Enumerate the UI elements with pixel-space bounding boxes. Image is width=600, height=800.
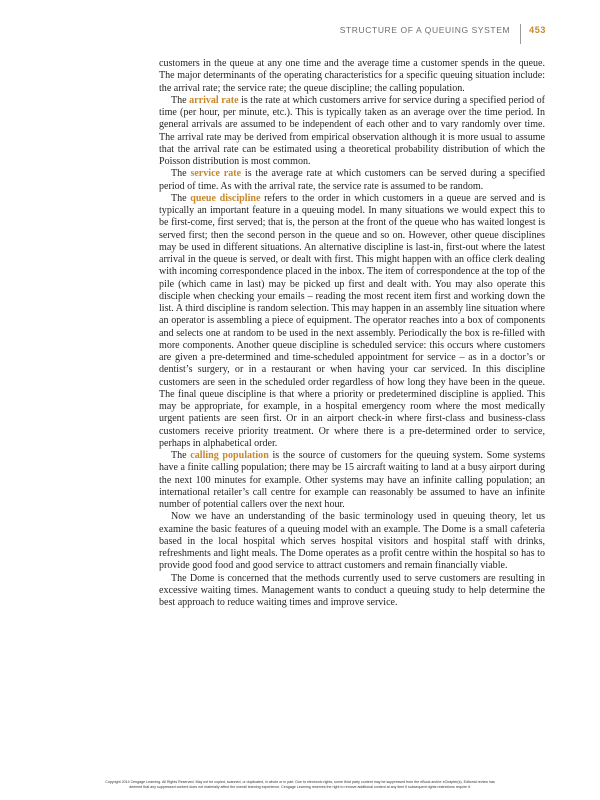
term-service-rate: service rate — [190, 168, 242, 180]
copyright-line-1: Copyright 2014 Cengage Learning. All Rights Reserved. May not be copied, scanned, or duplicated, in whole or in part. Due to electronic rights, some third party content may be suppressed from the eBook and/or eChapter(s). Editorial review has — [105, 780, 495, 784]
section-title: STRUCTURE OF A QUEUING SYSTEM — [339, 25, 511, 35]
paragraph-example-intro: Now we have an understanding of the basic terminology used in queuing theory, let us examine the basic features of a queuing model with an example. The Dome is a small cafeteria based in the local hospital which serves hospital visitors and hospital staff with drinks, refreshments and light meals. The Dome operates as a profit centre within the hospital so has to provide good food and good service to attract customers and remain financially viable. — [159, 511, 545, 572]
copyright-footer — [20, 780, 580, 791]
term-calling-population: calling population — [190, 450, 269, 461]
paragraph-continued: customers in the queue at any one time and the average time a customer spends in the queue. The major determinants of the operating characteristics for a specific queuing situation include: the arrival rate; the service rate; the queue discipline; the calling population. — [159, 58, 545, 94]
paragraph-arrival-rate: The arrival rate is the rate at which customers arrive for service during a specified period of time (per hour, per minute, etc.). This is typically taken as an average over the time period. In general arrivals are assumed to be independent of each other and to vary randomly over time. The arrival rate may be derived from empirical observation although it is more usual to assume that the arrival rate can be estimated using a theoretical probability distribution of which the Poisson distribution is most common. — [159, 94, 546, 167]
body-text — [159, 58, 545, 609]
paragraph-queue-discipline: The queue discipline refers to the order in which customers in a queue are served and is typically an important feature in a queuing model. In many situations we would expect this to be first-come, first served; that is, the person at the front of the queue who has waited longest is served first; then the second person in the queue and so on. However, other queue disciplines may be used in different situations. An alternative discipline is last-in, first-out where the latest arrival in the queue is served, or dealt with first. This might happen with an office clerk dealing with incoming correspondence placed in the inbox. The item of correspondence at the top of the pile (which came in last) may be picked up first and dealt with. You may also operate this disciple when checking your emails – reading the most recent item first and working down the list. A third discipline is random selection. This may happen in an assembly line situation where an operator is assembling a piece of equipment. The operator reaches into a box of components and selects one at random to be used in the next assembly. Periodically the box is re-filled with more components. Another queue discipline is scheduled service: this occurs where customers are given a pre-determined and time-scheduled appointment for service – as in a doctor’s or dentist’s surgery, or in a restaurant or when having your car serviced. In this discipline customers are seen in the scheduled order regardless of how long they have been in the queue. The final queue discipline is that where a priority or predetermined discipline is applied. This may be appropriate, for example, in a hospital emergency room where the most medically urgent patients are seen first. Or in an airport check-in where first-class and business-class customers receive priority treatment. Or where there is a pre-determined order to service, perhaps in alphabetical order. — [159, 192, 545, 449]
running-head — [340, 20, 546, 40]
page-number: 453 — [529, 25, 546, 35]
term-arrival-rate: arrival rate — [189, 94, 239, 106]
header-divider — [520, 24, 521, 44]
paragraph-calling-population: The calling population is the source of customers for the queuing system. Some systems have a finite calling population; there may be 15 aircraft waiting to land at a busy airport during the next 100 minutes for example. Other systems may have an infinite calling population; an international retailer’s call centre for example can reasonably be assumed to have an infinite number of potential callers over the next hour. — [159, 450, 545, 510]
term-queue-discipline: queue discipline — [190, 192, 261, 204]
copyright-line-2: deemed that any suppressed content does not materially affect the overall learning experience. Cengage Learning reserves the right to remove additional content at any time if subsequent rights restrictions require it. — [129, 785, 471, 790]
paragraph-example-concern: The Dome is concerned that the methods currently used to serve customers are resulting in excessive waiting times. Management wants to conduct a queuing study to help determine the best approach to reduce waiting times and improve service. — [159, 572, 545, 608]
paragraph-service-rate: The service rate is the average rate at which customers can be served during a specified period of time. As with the arrival rate, the service rate is assumed to be random. — [159, 168, 545, 192]
